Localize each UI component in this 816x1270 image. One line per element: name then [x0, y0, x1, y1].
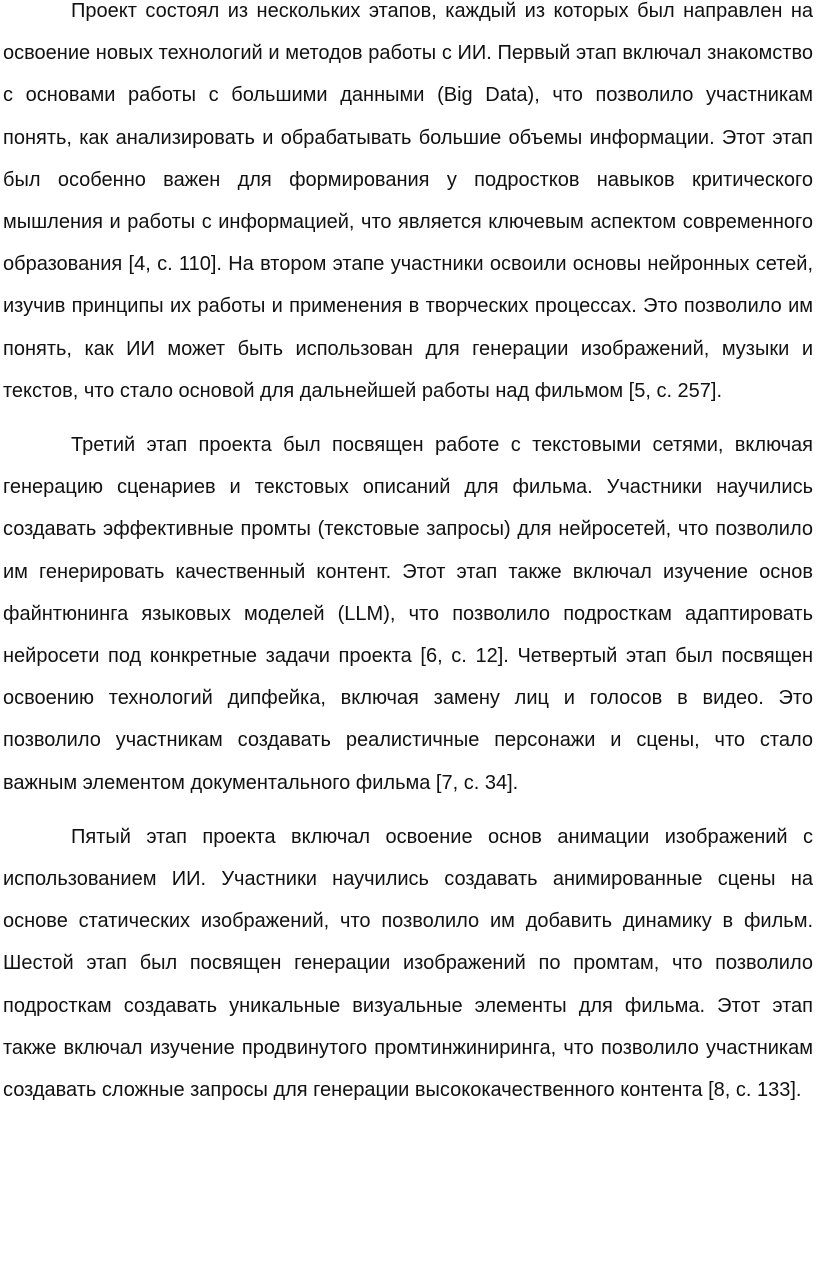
- paragraph-third-fourth-stage: Третий этап проекта был посвящен работе с текстовыми сетями, включая генерацию сценариев и текстовых описаний для фильма. Участники научились создавать эффективные промты (текстовые запросы) для нейросетей, что позволило им генерировать качественный контент. Этот этап также включал изучение основ файнтюнинга языковых моделей (LLM), что позволило подросткам адаптировать нейросети под конкретные задачи проекта [6, с. 12]. Четвертый этап был посвящен освоению технологий дипфейка, включая замену лиц и голосов в видео. Это позволило участникам создавать реалистичные персонажи и сцены, что стало важным элементом документального фильма [7, с. 34].: [3, 434, 813, 794]
- paragraph-stages-intro: Проект состоял из нескольких этапов, каждый из которых был направлен на освоение новых технологий и методов работы с ИИ. Первый этап включал знакомство с основами работы с большими данными (Big Data), что позволило участникам понять, как анализировать и обрабатывать большие объемы информации. Этот этап был особенно важен для формирования у подростков навыков критического мышления и работы с информацией, что является ключевым аспектом современного образования [4, с. 110]. На втором этапе участники освоили основы нейронных сетей, изучив принципы их работы и применения в творческих процессах. Это позволило им понять, как ИИ может быть использован для генерации изображений, музыки и текстов, что стало основой для дальнейшей работы над фильмом [5, с. 257].: [3, 0, 813, 402]
- paragraph-fifth-sixth-stage: Пятый этап проекта включал освоение основ анимации изображений с использованием ИИ. Участники научились создавать анимированные сцены на основе статических изображений, что позволило им добавить динамику в фильм. Шестой этап был посвящен генерации изображений по промтам, что позволило подросткам создавать уникальные визуальные элементы для фильма. Этот этап также включал изучение продвинутого промтинжиниринга, что позволило участникам создавать сложные запросы для генерации высококачественного контента [8, с. 133].: [3, 825, 813, 1102]
